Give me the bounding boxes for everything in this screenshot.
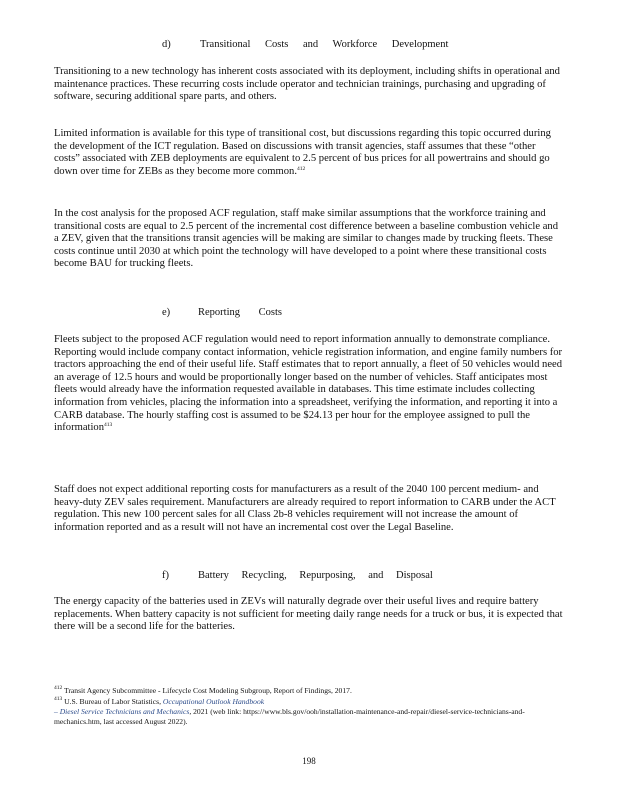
paragraph-e-1-text: Fleets subject to the proposed ACF regulation would need to report information annually to demonstrate compliance. Reporting would include company contact information, vehicle registration information, and engine family numbers for tractors approaching the end of their useful life. Staff estimates that to report annually, a fleet of 50 vehicles would need an average of 12.5 hours and would be proportionally longer based on the number of vehicles. Staff anticipates most fleets would already have the information requested available in databases. This time estimate includes collecting information from vehicles, placing the information into a spreadsheet, verifying the information, and reporting it into a CARB database. The hourly staffing cost is assumed to be $24.13 per hour for the employee assigned to pull the information [54,334,563,434]
footnote-413-text-b: , 2021 (web link: https://www.bls.gov/ooh/installation-maintenance-and-repair/diesel-service-technicians-and-mechanics.htm, last accessed August 2022). [54,707,525,726]
section-d-heading [162,39,448,50]
section-e-heading [162,307,282,318]
footnote-413-handbook-title[interactable]: Occupational Outlook Handbook [162,697,265,706]
footnote-412 [54,686,564,696]
footnote-413-chapter-title[interactable]: – Diesel Service Technicians and Mechanics [54,707,190,716]
section-f-heading [162,570,433,581]
section-f-title: Battery Recycling, Repurposing, and Disposal [198,570,433,581]
footnote-ref-413[interactable]: 413 [104,422,113,429]
paragraph-d-2-text: Limited information is available for this type of transitional cost, but discussions regarding this topic occurred during the development of the ICT regulation. Based on discussions with transit agencies, staff assumes that these “other costs” associated with ZEB deployments are equivalent to 2.5 percent of bus prices for all powertrains and should go down over time for ZEBs as they become more common. [54,128,551,177]
paragraph-d-2 [54,128,564,178]
section-e-letter: e) [162,307,171,318]
paragraph-d-3: In the cost analysis for the proposed ACF regulation, staff make similar assumptions that the workforce training and transitional costs are equal to 2.5 percent of the incremental cost difference between a baseline combustion vehicle and a ZEV, given that the transitions transit agencies will be making are similar to changes made by trucking fleets. These costs continue until 2030 at which point the technology will have developed to a point where these transitional costs become BAU for trucking fleets. [54,208,558,270]
page-number: 198 [302,756,316,766]
paragraph-d-1: Transitioning to a new technology has inherent costs associated with its deployment, including shifts in operational and maintenance practices. These recurring costs include operator and technician trainings, purchasing and upgrading of software, securing additional spare parts, and others. [54,66,560,103]
footnote-413 [54,697,564,727]
footnote-412-text: Transit Agency Subcommittee - Lifecycle Cost Modeling Subgroup, Report of Findings, 2017. [64,686,352,695]
footnote-413-number: 413 [54,696,63,702]
footnote-412-number: 412 [54,685,63,691]
paragraph-e-1 [54,334,564,435]
section-d-letter: d) [162,39,171,50]
paragraph-f-1: The energy capacity of the batteries used in ZEVs will naturally degrade over their useful lives and require battery replacements. When battery capacity is not sufficient for meeting daily range needs for a truck or bus, it is expected that there will be a second life for the batteries. [54,596,563,633]
section-d-title: Transitional Costs and Workforce Development [200,39,449,50]
section-f-letter: f) [162,570,169,581]
section-e-title: Reporting Costs [198,307,282,318]
paragraph-e-2: Staff does not expect additional reporting costs for manufacturers as a result of the 2040 100 percent medium- and heavy-duty ZEV sales requirement. Manufacturers are already required to report information to CARB under the ACT regulation. This new 100 percent sales for all Class 2b-8 vehicles requirement will not increase the amount of information reported and as a result will not have an incremental cost over the Legal Baseline. [54,484,556,533]
footnote-413-text-a: U.S. Bureau of Labor Statistics, [64,697,161,706]
footnote-ref-412[interactable]: 412 [297,165,306,172]
